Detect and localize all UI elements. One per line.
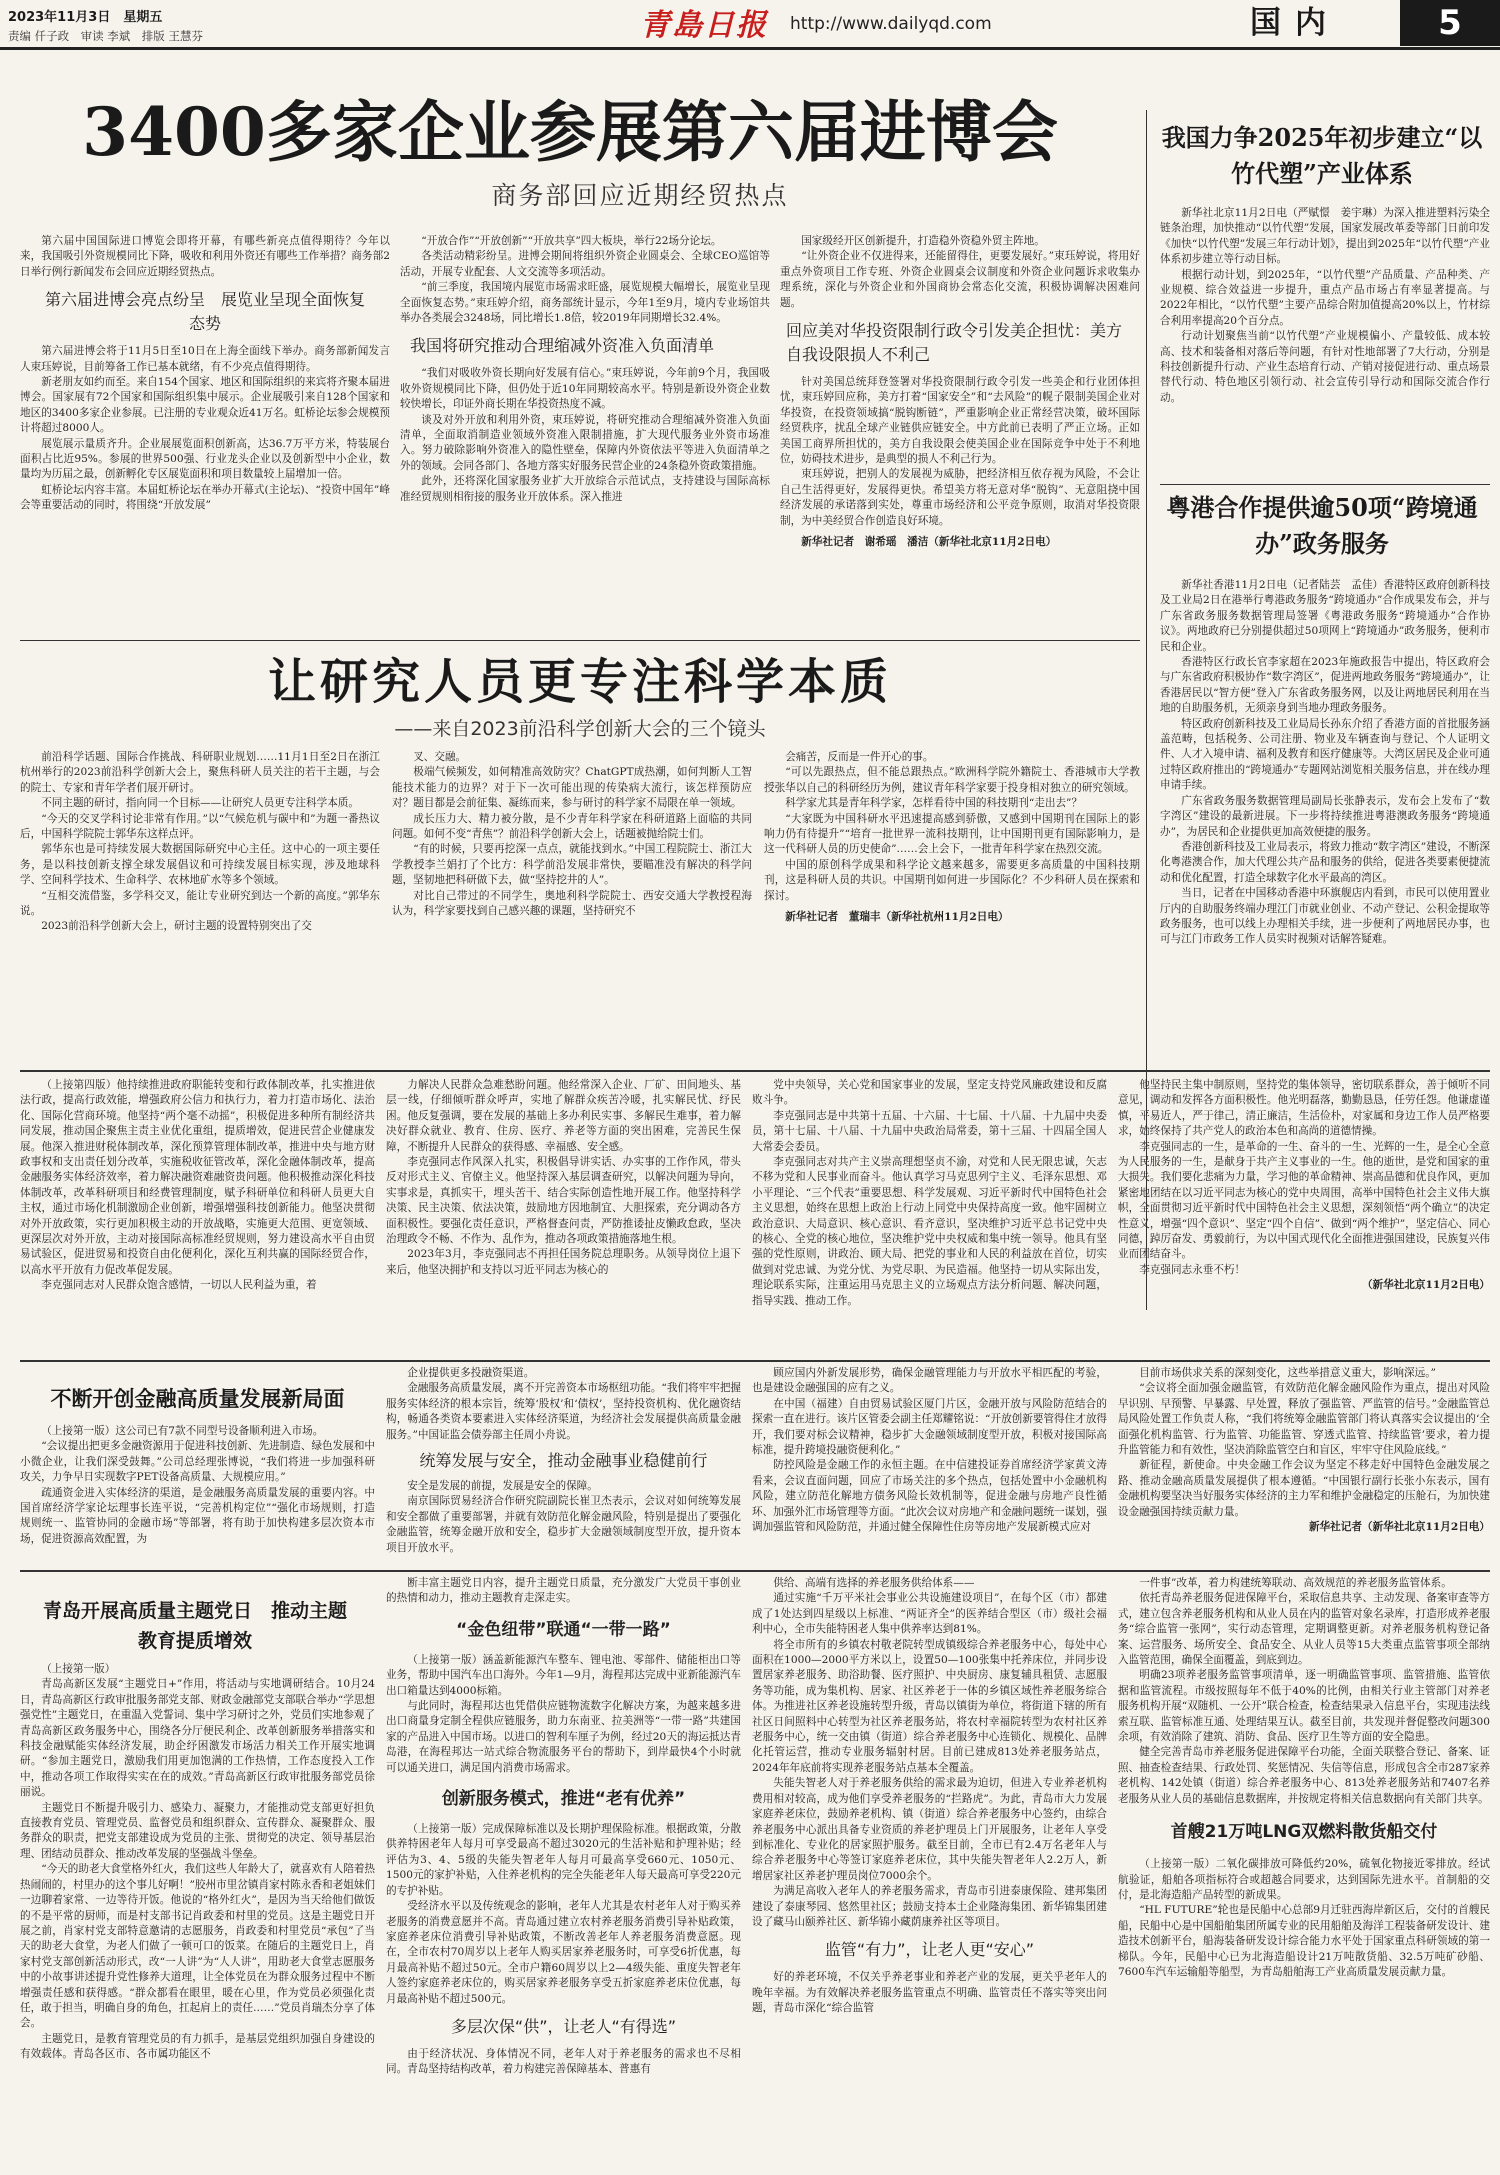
issue-date: 2023年11月3日 星期五 [8,10,163,25]
elderly-care-subhead: 创新服务模式，推进“老有优养” [441,1789,686,1810]
finance-byline: 新华社记者（新华社北京11月2日电） [1308,1521,1490,1534]
editor-credits: 责编 仟子政 审读 李斌 排版 王慧芬 [8,29,203,43]
finance-column-1 [20,1424,375,1564]
qingdao-column-1 [20,1662,375,2167]
supply-subhead: 多层次保“供”，让老人“有得选” [450,2016,677,2036]
qingdao-body-3: 供给、高端有选择的养老服务供给体系—— 通过实施“千万平米社会事业公共设施建设项目”，在每个区（市）都建成了1处达到四星级以上标准、“两证齐全”的医养结合型区（市）级社会福利中心，全市失能特困老人集中供养率达到81%。 将全市所有的乡镇农村敬老院转型成镇级综合养老服务中心，每处中心面积在1000—2000平方米以上，设置50—100张集中托养床位，并同步设置居家养老服务、助浴助餐、医疗照护、中央厨房、康复辅具租赁、志愿服务等功能，成为集机构、居家、社区养老于一体的乡镇区域性养老服务综合体。为推进社区养老设施转型升级，青岛以镇街为单位，将街道下辖的所有社区日间照料中心转型为社区养老服务站，将农村幸福院转型为农村社区养老服务中心，统一交由镇（街道）综合养老服务中心连锁化、规模化、品牌化托管运营，推动专业服务辐射村居。目前已建成813处养老服务站点，2024年年底前将实现养老服务站点基本全覆盖。 失能失智老人对于养老服务供给的需求最为迫切，但进入专业养老机构费用相对较高，成为他们享受养老服务的“拦路虎”。为此，青岛市大力发展家庭养老床位，鼓励养老机构、镇（街道）综合养老服务中心签约，由综合养老服务中心派出具备专业资质的养老护理员上门开展服务，让老年人享受到标准化、专业化的居家照护服务。截至目前，全市已有2.4万名老年人与综合养老服务中心等签订家庭养老床位，其中失能失智老年人2.2万人，新增居家社区养老护理员岗位7000余个。 为满足高收入老年人的养老服务需求，青岛市引进泰康保险、建邦集团建设了泰康琴园、悠然里社区；鼓励支持本土企业隆海集团、新华锦集团建设了藏马山颐养社区、新华锦小藏荫康养社区等项目。 [752,1577,1107,1928]
silk-road-subhead: “金色纽带”联通“一带一路” [456,1619,671,1640]
bamboo-bottom-rule [1160,484,1490,485]
lead-column-1 [20,234,390,634]
qingdao-body-1: （上接第一版） 青岛高新区发展“主题党日+”作用，将活动与实地调研结合。10月24日，青岛高新区行政审批服务部党支部、财政金融部党支部联合举办“学思想 强党性”主题党日，在重温入党誓词、集中学习研讨之外，党员们实地参观了青岛高新区政务服务中心，围绕各分厅便民利企、改革创新服务举措落实和科技金融赋能实体经济发展，助企纾困激发市场活力相关工作开展实地调研。“参加主题党日，激励我们用更加饱满的工作热情，工作态度投入工作中，推动各项工作取得实实在在的成效。”青岛高新区行政审批服务部党员徐丽说。 主题党日不断提升吸引力、感染力、凝聚力，才能推动党支部更好担负直接教育党员、管理党员、监督党员和组织群众、宣传群众、凝聚群众、服务群众的职责，把党支部建设成为党员的主张、贯彻党的决定、领导基层治理、团结动员群众、推动改革发展的坚强战斗堡垒。 “今天的助老大食堂格外红火，我们这些人年龄大了，就喜欢有人陪着热热闹闹的，村里办的这个事儿好啊！”胶州市里岔镇肖家村陈永香和老姐妹们一边聊着家常、一边等待开饭。他说的“格外红火”，是因为当天给他们做饭的不是平常的厨师，而是村支部书记肖政委和村里的党员。这是主题党日开展之前，肖家村党支部特意邀请的志愿服务，肖政委和村里党员“承包”了当天的助老大食堂，为老人们做了一顿可口的饭菜。在随后的主题党日上，肖家村党支部创新活动形式，改“一人讲”为“人人讲”，用助老大食堂志愿服务中的小故事讲述提升党性修养大道理，让全体党员在为群众服务过程中不断增强责任感和获得感。“群众都看在眼里，暖在心里，作为党员必须强化责任，敢于担当，明确自身的角色，扛起肩上的责任……”党员肖瑞杰分享了体会。 主题党日，是教育管理党员的有力抓手，是基层党组织加强自身建设的有效载体。青岛各区市、各市属功能区不 [20,1663,375,2061]
qingdao-headline: 青岛开展高质量主题党日 推动主题教育提质增效 [42,1600,347,1652]
lng-body: （上接第一版）二氧化碳排放可降低约20%，硫氧化物接近零排放。经试航验证，船舶各项指标符合或超越合同要求，达到国际先进水平。首制船的交付，是北海造船产品转型的新成果。 “HL FUTURE”轮也是民船中心总部9月迁驻西海岸新区后，交付的首艘民船，民船中心是中国船舶集团所属专业的民用船舶及海洋工程装备研发设计、建造技术创新平台，船海装备研发设计综合能力水平处于国家重点科研领域的第一梯队。今年，民船中心已为北海造船设计21万吨散货船、32.5万吨矿砂船、7600车汽车运输船等船型，为青岛船舶海工产业高质量发展贡献力量。 [1118,1858,1490,1978]
science-top-rule [20,640,1140,641]
qingdao-column-2 [386,1576,741,2167]
newspaper-masthead: 青島日报 [640,8,768,43]
continuation-top-rule [20,1070,1490,1072]
lead-body-2: “开放合作”“开放创新”“开放共享”四大板块，举行22场分论坛。 各类活动精彩纷呈。进博会期间将组织外资企业圆桌会、全球CEO巡馆等活动，开展专业配套、人文交流等多项活动。 “前三季度，我国境内展览市场需求旺盛，展览规模大幅增长，展览业呈现全面恢复态势。”束珏婷介绍，商务部统计显示，今年1至9月，境内专业场馆共举办各类展会3248场，同比增长1.8倍，较2019年同期增长32.4%。 [400,235,770,325]
finance-column-3 [752,1366,1107,1564]
continuation-body-4: 他坚持民主集中制原则，坚持党的集体领导，密切联系群众，善于倾听不同意见，调动和发挥各方面积极性。他光明磊落，勤勤恳恳，任劳任怨。他谦虚谨慎，平易近人，严于律己，清正廉洁，生活俭朴，对家属和身边工作人员严格要求，始终保持了共产党人的政治本色和高尚的道德情操。 李克强同志的一生，是革命的一生、奋斗的一生、光辉的一生，是全心全意为人民服务的一生，是献身于共产主义事业的一生。他的逝世，是党和国家的重大损失。我们要化悲痛为力量，学习他的革命精神、崇高品德和优良作风，更加紧密地团结在以习近平同志为核心的党中央周围，高举中国特色社会主义伟大旗帜，全面贯彻习近平新时代中国特色社会主义思想，深刻领悟“两个确立”的决定性意义，增强“四个意识”、坚定“四个自信”、做到“两个维护”，坚定信心、同心同德，踔厉奋发、勇毅前行，为以中国式现代化全面推进强国建设，民族复兴伟业而团结奋斗。 李克强同志永垂不朽！ [1118,1079,1490,1276]
finance-top-rule [20,1360,1490,1362]
finance-body-2b: 安全是发展的前提，发展是安全的保障。 南京国际贸易经济合作研究院副院长崔卫杰表示，会议对如何统筹发展和安全都做了重要部署，并就有效防范化解金融风险，特别是提出了要强化金融监管，统筹金融开放和安全，稳步扩大金融领域制度型开放，提升资本项目开放水平。 [386,1480,741,1554]
gba-text: 新华社香港11月2日电（记者陆芸 孟佳）香港特区政府创新科技及工业局2日在港举行粤港政务服务“跨境通办”合作成果发布会，并与广东省政务服务数据管理局签署《粤港政务服务“跨境通办”合作协议》。两地政府已分别提供超过50项网上“跨境通办”政务服务，便利市民和企业。 香港特区行政长官李家超在2023年施政报告中提出，特区政府会与广东省政府积极协作“数字湾区”，促进两地政务服务“跨境通办”，让香港居民以“智方便”登入广东省政务服务网，以及让两地居民利用在当地的自助服务机，无须亲身到当地办理政务服务。 特区政府创新科技及工业局局长孙东介绍了香港方面的首批服务涵盖范畴，包括税务、公司注册、物业及车辆查询与登记、个人证明文件、人才入境申请、福利及教育和医疗健康等。大湾区居民及企业可通过特区政府推出的“跨境通办”专题网站浏览相关服务信息，并在线办理申请手续。 广东省政务服务数据管理局副局长张静表示，发布会上发布了“数字湾区”建设的最新进展。下一步将持续推进粤港澳政务服务“跨境通办”，为居民和企业提供更加高效便捷的服务。 香港创新科技及工业局表示，将致力推动“数字湾区”建设，不断深化粤港澳合作，加大代理公共产品和服务的供给，促进各类要素便捷流动和优化配置，打造全球数字化水平最高的湾区。 当日，记者在中国移动香港中环旗舰店内看到，市民可以使用置业厅内的自助服务终端办理江门市就业创业、不动产登记、公积金提取等政务服务，也可以线上办理相关手续，进一步便利了两地居民办事，也可与江门市政务工作人员实时视频对话解答疑难。 [1160,579,1490,946]
science-body-1: 前沿科学话题、国际合作挑战、科研职业规划……11月1日至2日在浙江杭州举行的2023前沿科学创新大会上，聚焦科研人员关注的若干主题，与会的院士、专家和青年学者们展开研讨。 不同主题的研讨，指向同一个目标——让研究人员更专注科学本质。 “今天的交叉学科讨论非常有作用。”以“气候危机与碳中和”为题一番热议后，中国科学院院士郭华东这样点评。 郭华东也是可持续发展大数据国际研究中心主任。这中心的一项主要任务，是以科技创新支撑全球发展倡议和可持续发展目标实现，涉及地球科学、空间科学技术、生命科学、农林地矿水等多个领域。 “互相交流借鉴，多学科交叉，能让专业研究到达一个新的高度。”郭华东说。 2023前沿科学创新大会上，研讨主题的设置特别突出了交 [20,751,380,933]
bamboo-body [1160,206,1490,476]
silk-road-body: （上接第一版）涵盖新能源汽车整车、锂电池、零部件、储能柜出口等业务，帮助中国汽车出口海外。今年1—9月，海程邦达完成中亚新能源汽车出口箱量达到4000标箱。 与此同时，海程邦达也凭借供应链物流数字化解决方案，为越来越多进出口商量身定制全程供应链服务，助力东南亚、拉美洲等“一带一路”共建国家的产品进入中国市场。以进口的智利车厘子为例，经过20天的海运抵达青岛港，在海程邦达一站式综合物流服务平台的帮助下，到岸最快4个小时就可以通关进口，满足国内消费市场需求。 [386,1653,741,1774]
supply-body: 由于经济状况、身体情况不同，老年人对于养老服务的需求也不尽相同。青岛坚持结构改革，着力构建完善保障基本、普惠有 [386,2047,741,2076]
bamboo-text: 新华社北京11月2日电（严赋憬 姜宇琳）为深入推进塑料污染全链条治理，加快推动“以竹代塑”发展，国家发展改革委等部门日前印发《加快“以竹代塑”发展三年行动计划》，提出到2025年“以竹代塑”产业体系初步建立等行动目标。 根据行动计划，到2025年，“以竹代塑”产品质量、产品种类、产业规模、综合效益进一步提升，重点产品市场占有率显著提高。与2022年相比，“以竹代塑”主要产品综合附加值提高20%以上，竹材综合利用率提高20个百分点。 行动计划聚焦当前“以竹代塑”产业规模偏小、产量较低、成本较高、技术和装备相对落后等问题，有针对性地部署了7大行动，分别是科技创新提升行动、产业生态培育行动、产销对接促进行动、重点场景替代行动、特色地区引领行动、社会宣传引导行动和国际交流合作行动。 [1160,207,1490,404]
finance-body-4: 目前市场供求关系的深刻变化，这些举措意义重大，影响深远。” “会议将全面加强金融监管，有效防范化解金融风险作为重点，提出对风险早识别、早预警、早暴露、早处置，释放了强监管、严监管的信号。”金融监管总局风险处置工作负责人称，“我们将统筹金融监管部门将认真落实会议提出的‘全面强化机构监管、行为监管、功能监管、穿透式监管、持续监管’要求，着力提升监管能力和有效性，坚决消除监管空白和盲区，牢牢守住风险底线。” 新征程，新使命。中央金融工作会议为坚定不移走好中国特色金融发展之路、推动金融高质量发展提供了根本遵循。“中国银行副行长张小东表示，国有金融机构要坚决当好服务实体经济的主力军和维护金融稳定的压舱石，为加快建设金融强国持续贡献力量。 [1118,1367,1490,1518]
lead-body-3b: 针对美国总统拜登签署对华投资限制行政令引发一些美企和行业团体担忧，束珏婷回应称，美方打着“国家安全”和“去风险”的幌子限制美国企业对华投资，在投资领域搞“脱钩断链”，严重影响企业正常经营决策，破坏国际经贸秩序，扰乱全球产业链供应链安全。中方此前已表明了严正立场。正如美国工商界所担忧的，美方自我设限会使美国企业在国际竞争中处于不利地位，妨碍技术进步，是典型的损人不利己行为。 束珏婷说，把别人的发展视为威胁，把经济相互依存视为风险，不会让自己生活得更好，发展得更快。希望美方将无意对华“脱钩”、无意阻挠中国经济发展的承诺落到实处，尊重市场经济和公平竞争原则，取消对华投资限制，为中美经贸合作创造良好环境。 [780,376,1140,527]
lead-subtitle: 商务部回应近期经贸热点 [491,181,789,210]
science-headline: 让研究人员更专注科学本质 [267,654,892,710]
continuation-column-2 [386,1078,741,1353]
continuation-dateline: （新华社北京11月2日电） [1361,1279,1490,1292]
continuation-body-3: 党中央领导，关心党和国家事业的发展，坚定支持党风廉政建设和反腐败斗争。 李克强同志是中共第十五届、十六届、十七届、十八届、十九届中央委员，第十七届、十八届、十九届中央政治局常委，第十三届、十四届全国人大常委会委员。 李克强同志对共产主义崇高理想坚贞不渝，对党和人民无限忠诚，矢志不移为党和人民事业而奋斗。他认真学习马克思列宁主义、毛泽东思想、邓小平理论、“三个代表”重要思想、科学发展观、习近平新时代中国特色社会主义思想，始终在思想上政治上行动上同党中央保持高度一致。他牢固树立政治意识、大局意识、核心意识、看齐意识，坚决维护习近平总书记党中央的核心、全党的核心地位，坚决维护党中央权威和集中统一领导。他具有坚强的党性原则，讲政治、顾大局、把党的事业和人民的利益放在首位，切实做到对党忠诚、为党分忧、为党尽职、为民造福。他坚持一切从实际出发，理论联系实际，注重运用马克思主义的立场观点方法分析问题、解决问题，指导实践、推动工作。 [752,1079,1107,1307]
continuation-column-1 [20,1078,375,1353]
lead-byline: 新华社记者 谢希瑶 潘洁（新华社北京11月2日电） [801,536,1057,549]
lead-subhead-1: 第六届进博会亮点纷呈 展览业呈现全面恢复态势 [44,290,365,334]
science-subtitle: ——来自2023前沿科学创新大会的三个镜头 [394,718,766,740]
continuation-column-4 [1118,1078,1490,1353]
supervision-subhead: 监管“有力”，让老人更“安心” [824,1940,1035,1960]
finance-body-3: 顾应国内外新发展形势，确保金融管理能力与开放水平相匹配的考验，也是建设金融强国的应有之义。 在中国（福建）自由贸易试验区厦门片区，金融开放与风险防范结合的探索一直在进行。该片区管委会副主任郑耀铭说：“开放创新要管得住才放得开，我们要对标会议精神，稳步扩大金融领域制度型开放，积极对接国际高标准，提升跨境投融资便利化。” 防控风险是金融工作的永恒主题。在中信建投证券首席经济学家黄文涛看来，会议直面问题，回应了市场关注的多个热点，包括处置中小金融机构风险，建立防范化解地方债务风险长效机制等，促进金融与房地产良性循环、加强外汇市场管理等方面。“此次会议对房地产和金融问题统一谋划，强调加强监管和风险防范，并通过健全保障性住房等房地产发展新模式应对 [752,1367,1107,1534]
lead-intro: 第六届中国国际进口博览会即将开幕，有哪些新亮点值得期待？今年以来，我国吸引外资规模同比下降，吸收和利用外资还有哪些工作举措？商务部2日举行例行新闻发布会回应近期经贸热点。 [20,235,390,278]
continuation-column-3 [752,1078,1107,1353]
qingdao-column-3 [752,1576,1107,2167]
elderly-care-body: （上接第一版）完成保障标准以及长期护理保险标准。根据政策，分散供养特困老年人每月可享受最高不超过3020元的生活补贴和护理补贴；经评估为3、4、5级的失能失智老年人每月可最高享受660元、1050元、1500元的家护补贴，入住养老机构的完全失能老年人每天最高可享受220元的专护补贴。 受经济水平以及传统观念的影响，老年人尤其是农村老年人对于购买养老服务的消费意愿并不高。青岛通过建立农村养老服务消费引导补贴政策，家庭养老床位消费引导补贴政策，不断改善老年人养老服务消费意愿。现在，全市农村70周岁以上老年人购买居家养老服务时，可享受6折优惠，每月最高补贴不超过50元。全市户籍60周岁以上2—4级失能、重度失智老年人签约家庭养老床位的，购买居家养老服务享受五折家庭养老床位优惠，每月最高补贴不超过500元。 [386,1823,741,2005]
finance-headline: 不断开创金融高质量发展新局面 [50,1387,345,1411]
lead-body-3: 国家级经开区创新提升，打造稳外资稳外贸主阵地。 “让外资企业不仅进得来，还能留得住，更要发展好。”束珏婷说，将用好重点外资项目工作专班、外资企业圆桌会议制度和外资企业问题诉求收集办理系统，深化与外资企业和外国商协会常态化交流，积极协调解决困难问题。 [780,235,1140,309]
continuation-body-1: （上接第四版）他持续推进政府职能转变和行政体制改革，扎实推进依法行政，提高行政效能，增强政府公信力和执行力，着力打造市场化、法治化、国际化营商环境。他坚持“两个毫不动摇”，积极促进多种所有制经济共同发展，推动国企聚焦主责主业优化重组，提质增效，促进民营企业健康发展。他深入推进财税体制改革，深化预算管理体制改革，推进中央与地方财政事权和支出责任划分改革，实施税收征管改革，深化金融体制改革，提高金融服务实体经济效率，着力解决融资难融资贵问题。他积极推动深化科技体制改革，改革科研项目和经费管理制度，赋予科研单位和科研人员更大自主权，通过市场化机制激励企业创新，增强增强科技创新能力。他坚决贯彻对外开放政策，实行更加积极主动的开放战略，实施更大范围、更宽领域、更深层次对外开放，主动对接国际高标准经贸规则，努力建设高水平自由贸易试验区，促进贸易和投资自由化便利化，深化互利共赢的国际经贸合作，以高水平开放有力促改革促发展。 李克强同志对人民群众饱含感情，一切以人民利益为重，着 [20,1079,375,1292]
qingdao-top-rule [20,1570,1490,1572]
lead-subhead-3: 回应美对华投资限制行政令引发美企担忧：美方自我设限损人不利己 [786,321,1123,365]
continuation-body-2: 力解决人民群众急难愁盼问题。他经常深入企业、厂矿、田间地头、基层一线，仔细倾听群众呼声，实地了解群众疾苦冷暖，扎实解民忧、纾民困。他反复强调，要在发展的基础上多办利民实事、多解民生难事，着力解决好群众就业、教育、住房、医疗、养老等方面的突出困难，完善民生保障，不断提升人民群众的获得感、幸福感、安全感。 李克强同志作风深入扎实，积极倡导讲实话、办实事的工作作风，带头反对形式主义、官僚主义。他坚持深入基层调查研究，以解决问题为导向，实事求是，真抓实干，埋头苦干、结合实际创造性地开展工作。他坚持科学决策、民主决策、依法决策，鼓励地方因地制宜、大胆探索，充分调动各方面积极性。要强化责任意识，严格督查问责，严防推诿扯皮懒政怠政，坚决治理政令不畅、不作为、乱作为，推动各项政策措施落地生根。 2023年3月，李克强同志不再担任国务院总理职务。从领导岗位上退下来后，他坚决拥护和支持以习近平同志为核心的 [386,1079,741,1276]
finance-body-2: 企业提供更多投融资渠道。 金融服务高质量发展，离不开完善资本市场枢纽功能。“我们将牢牢把握服务实体经济的根本宗旨，统筹‘股权’和‘债权’，坚持投资机构、优化融资结构，畅通各类资本要素进入实体经济渠道，为经济社会发展提供高质量金融服务。”中国证监会债券部主任周小舟说。 [386,1367,741,1441]
lead-body-2b: “我们对吸收外资长期向好发展有信心。”束珏婷说，今年前9个月，我国吸收外资规模同比下降，但仍处于近10年同期较高水平。特别是新设外资企业数较快增长，印证外商长期在华投资热度不减。 谈及对外开放和利用外资，束珏婷说，将研究推动合理缩减外资准入负面清单，全面取消制造业领域外资准入限制措施，扩大现代服务业外资市场准入。努力破除影响外资准入的隐性壁垒，保障内外资依法平等进入负面清单之外的领域。会同各部门、各地方落实好服务民营企业的24条稳外资政策措施。 此外，还将深化国家服务业扩大开放综合示范试点，支持建设与国际高标准经贸规则相衔接的服务业开放体系。深入推进 [400,367,770,503]
science-body-3: 会痛苦，反而是一件开心的事。 “可以先跟热点，但不能总跟热点。”欧洲科学院外籍院士、香港城市大学教授张华以自己的科研经历为例，建议青年科学家要于投身相对独立的研究领域。 科学家尤其是青年科学家，怎样看待中国的科技期刊“走出去”？ “大家既为中国科研水平迅速提高感到骄傲，又感到中国期刊在国际上的影响力仍有待提升”“培育一批世界一流科技期刊，让中国期刊更有国际影响力，是这一代科研人员的历史使命”……会上会下，一批青年科学家在热烈交流。 中国的原创科学成果和科学论文越来越多，需要更多高质量的中国科技期刊，这是科研人员的共识。中国期刊如何进一步国际化？不少科研人员在探索和探讨。 [764,751,1140,902]
science-body-2: 叉、交融。 极端气候频发，如何精准高效防灾？ChatGPT成热潮，如何判断人工智能技术能力的边界？对于下一次可能出现的传染病大流行，该怎样预防应对？题目都是会前征集、凝练而来，参与研讨的科学家不局限在单一领域。 成长压力大、精力被分散，是不少青年科学家在科研道路上面临的共同问题。如何不变“青焦”？前沿科学创新大会上，话题被抛给院士们。 “有的时候，只要再挖深一点点，就能找到水。”中国工程院院士、浙江大学教授李兰娟打了个比方：科学前沿发展非常快，要瞄准没有解决的科学问题，坚韧地把科研做下去，做“坚持挖井的人”。 对比自己带过的不同学生，奥地利科学院院士、西安交通大学教授程海认为，科学家要找到自己感兴趣的课题，坚持研究不 [392,751,752,918]
qingdao-column-4 [1118,1576,1490,2167]
finance-column-4 [1118,1366,1490,1564]
page-header [0,0,1500,50]
bamboo-headline: 我国力争2025年初步建立“以竹代塑”产业体系 [1161,123,1483,188]
finance-column-2 [386,1366,741,1564]
lead-headline: 3400多家企业参展第六届进博会 [82,93,1058,171]
supervision-body: 好的养老环境，不仅关乎养老事业和养老产业的发展，更关乎老年人的晚年幸福。为有效解决养老服务监管重点不明确、监管责任不落实等突出问题，青岛市深化“综合监管 [752,1971,1107,2015]
science-byline: 新华社记者 董瑞丰（新华社杭州11月2日电） [785,911,1009,924]
website-link[interactable]: http://www.dailyqd.com [790,14,992,34]
section-title: 国内 [1250,5,1340,41]
finance-body-1: （上接第一版）这公司已有7款不同型号设备顺利进入市场。 “会议提出把更多金融资源用于促进科技创新、先进制造、绿色发展和中小微企业，让我们深受鼓舞。”公司总经理张博说，“我们将进一步加强科研攻关，力争早日实现数字PET设备高质量、大规模应用。” 疏通资金进入实体经济的渠道，是金融服务高质量发展的重要内容。中国首席经济学家论坛理事长连平说，“完善机构定位”“强化市场规则，打造规则统一、监管协同的金融市场”等部署，将有助于加快构建多层次资本市场，促进资源高效配置，为 [20,1425,375,1545]
lead-column-3 [780,234,1140,634]
page-number: 5 [1400,0,1500,46]
gba-headline: 粤港合作提供逾50项“跨境通办”政务服务 [1166,493,1478,558]
lead-body-1: 第六届进博会将于11月5日至10日在上海全面线下举办。商务部新闻发言人束珏婷说，目前筹备工作已基本就绪，有不少亮点值得期待。 新老朋友如约而至。来自154个国家、地区和国际组织的来宾将齐聚本届进博会。国家展有72个国家和国际组织集中展示。企业展吸引来自128个国家和地区的3400多家企业参展。已注册的专业观众近41万名。虹桥论坛参会规模预计将超过8000人。 展览展示量质齐升。企业展展览面积创新高，达36.7万平方米，特装展台面积占比近95%。参展的世界500强、行业龙头企业以及创新型中小企业，数量均为历届之最，创新孵化专区展览面积和项目数量较上届增加一倍。 虹桥论坛内容丰富。本届虹桥论坛在举办开幕式(主论坛)、“投资中国年”峰会等重要活动的同时，将围绕“开放发展” [20,345,390,512]
lead-column-2 [400,234,770,634]
qingdao-body-4: 一件事”改革，着力构建统筹联动、高效规范的养老服务监管体系。 依托青岛养老服务促进保障平台，采取信息共享、主动发现、备案审查等方式，建立包含养老服务机构和从业人员在内的监管对象名录库，打造形成养老服务“综合监管一张网”，实行动态管理，定期调整更新。对养老服务机构登记备案、运营服务、场所安全、食品安全、从业人员等15大类重点监管事项全部纳入监管范围，确保全面覆盖，到底到边。 明确23项养老服务监管事项清单，逐一明确监管事项、监管措施、监管依据和监管流程。市级按照每年不低于40%的比例，由相关行业主管部门对养老服务机构开展“双随机、一公开”联合检查，检查结果录入信息平台，实现违法线索互联、监管标准互通、处理结果互认。截至目前，共发现并督促整改问题300余项，有效消除了建筑、消防、食品、医疗卫生等方面的安全隐患。 健全完善青岛市养老服务促进保障平台功能，全面关联整合登记、备案、证照、抽查检查结果、行政处罚、奖惩情况、失信等信息，形成包含全市287家养老机构、142处镇（街道）综合养老服务中心、813处养老服务站和7407名养老服务从业人员的基础信息数据库，并按规定将相关信息数据向有关部门共享。 [1118,1577,1490,1805]
qingdao-body-2: 断丰富主题党日内容，提升主题党日质量，充分激发广大党员干事创业的热情和动力，推动主题教育走深走实。 [386,1577,741,1605]
finance-subhead: 统筹发展与安全，推动金融事业稳健前行 [419,1451,708,1471]
lead-subhead-2: 我国将研究推动合理缩减外资准入负面清单 [410,336,715,356]
lng-headline: 首艘21万吨LNG双燃料散货船交付 [1170,1822,1438,1843]
